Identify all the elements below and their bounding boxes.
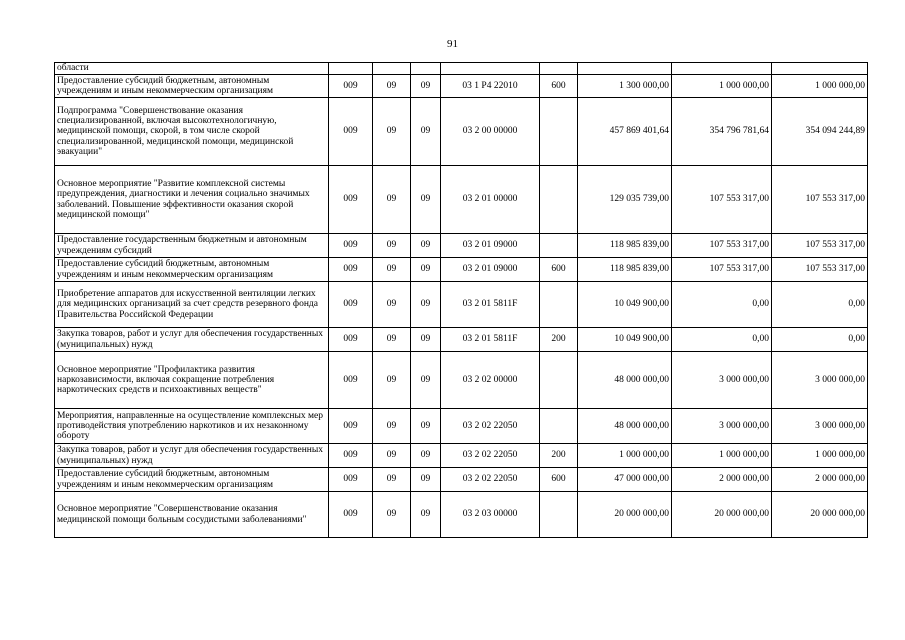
table-row bbox=[55, 328, 868, 352]
section-code: 09 bbox=[373, 468, 411, 492]
table-row bbox=[55, 282, 868, 328]
amount-year-2: 107 553 317,00 bbox=[672, 234, 772, 258]
amount-year-3: 0,00 bbox=[772, 328, 868, 352]
section-code: 09 bbox=[373, 166, 411, 234]
subsection-code: 09 bbox=[411, 75, 441, 98]
ministry-code: 009 bbox=[329, 282, 373, 328]
target-article: 03 2 00 00000 bbox=[441, 98, 540, 166]
amount-year-2: 0,00 bbox=[672, 282, 772, 328]
subsection-code: 09 bbox=[411, 328, 441, 352]
amount-year-2: 107 553 317,00 bbox=[672, 258, 772, 282]
ministry-code: 009 bbox=[329, 258, 373, 282]
target-article: 03 2 01 09000 bbox=[441, 234, 540, 258]
row-name: Предоставление субсидий бюджетным, автономным учреждениям и иным некоммерческим организациям bbox=[55, 258, 329, 282]
amount-year-3: 107 553 317,00 bbox=[772, 234, 868, 258]
row-name: Основное мероприятие "Профилактика развития наркозависимости, включая сокращение потребления наркотических средств и психоактивных веществ" bbox=[55, 352, 329, 409]
row-name: Закупка товаров, работ и услуг для обеспечения государственных (муниципальных) нужд bbox=[55, 444, 329, 468]
amount-year-3: 107 553 317,00 bbox=[772, 166, 868, 234]
expense-type bbox=[540, 492, 578, 538]
target-article: 03 2 02 22050 bbox=[441, 468, 540, 492]
target-article: 03 1 Р4 22010 bbox=[441, 75, 540, 98]
subsection-code: 09 bbox=[411, 492, 441, 538]
amount-year-1: 1 300 000,00 bbox=[578, 75, 672, 98]
amount-year-2: 107 553 317,00 bbox=[672, 166, 772, 234]
expense-type bbox=[540, 409, 578, 444]
expense-type bbox=[540, 234, 578, 258]
expense-type: 200 bbox=[540, 444, 578, 468]
amount-year-1 bbox=[578, 63, 672, 75]
row-name: области bbox=[55, 63, 329, 75]
ministry-code: 009 bbox=[329, 98, 373, 166]
amount-year-3: 107 553 317,00 bbox=[772, 258, 868, 282]
table-row bbox=[55, 492, 868, 538]
expense-type: 600 bbox=[540, 75, 578, 98]
amount-year-2 bbox=[672, 63, 772, 75]
expense-type: 200 bbox=[540, 328, 578, 352]
subsection-code: 09 bbox=[411, 98, 441, 166]
section-code: 09 bbox=[373, 328, 411, 352]
table-row bbox=[55, 258, 868, 282]
expense-type: 600 bbox=[540, 468, 578, 492]
amount-year-1: 118 985 839,00 bbox=[578, 234, 672, 258]
table-row bbox=[55, 444, 868, 468]
amount-year-3 bbox=[772, 63, 868, 75]
amount-year-2: 1 000 000,00 bbox=[672, 444, 772, 468]
budget-table bbox=[54, 62, 868, 538]
amount-year-2: 0,00 bbox=[672, 328, 772, 352]
amount-year-2: 2 000 000,00 bbox=[672, 468, 772, 492]
target-article: 03 2 03 00000 bbox=[441, 492, 540, 538]
section-code: 09 bbox=[373, 98, 411, 166]
subsection-code: 09 bbox=[411, 234, 441, 258]
amount-year-2: 20 000 000,00 bbox=[672, 492, 772, 538]
amount-year-2: 1 000 000,00 bbox=[672, 75, 772, 98]
subsection-code: 09 bbox=[411, 282, 441, 328]
table-row bbox=[55, 166, 868, 234]
table-row bbox=[55, 409, 868, 444]
table-row bbox=[55, 352, 868, 409]
ministry-code: 009 bbox=[329, 75, 373, 98]
subsection-code: 09 bbox=[411, 166, 441, 234]
ministry-code: 009 bbox=[329, 444, 373, 468]
expense-type bbox=[540, 352, 578, 409]
target-article: 03 2 02 00000 bbox=[441, 352, 540, 409]
section-code: 09 bbox=[373, 352, 411, 409]
amount-year-3: 1 000 000,00 bbox=[772, 444, 868, 468]
subsection-code: 09 bbox=[411, 444, 441, 468]
row-name: Предоставление субсидий бюджетным, автономным учреждениям и иным некоммерческим организациям bbox=[55, 468, 329, 492]
ministry-code: 009 bbox=[329, 352, 373, 409]
section-code: 09 bbox=[373, 258, 411, 282]
target-article: 03 2 01 5811F bbox=[441, 282, 540, 328]
amount-year-3: 3 000 000,00 bbox=[772, 352, 868, 409]
expense-type bbox=[540, 98, 578, 166]
section-code: 09 bbox=[373, 75, 411, 98]
table-row bbox=[55, 98, 868, 166]
ministry-code bbox=[329, 63, 373, 75]
table-row bbox=[55, 234, 868, 258]
ministry-code: 009 bbox=[329, 492, 373, 538]
table-row bbox=[55, 468, 868, 492]
row-name: Закупка товаров, работ и услуг для обеспечения государственных (муниципальных) нужд bbox=[55, 328, 329, 352]
row-name: Подпрограмма "Совершенствование оказания специализированной, включая высокотехнологичную, медицинской помощи, скорой, в том числе скорой специализированной, медицинской помощи, медицинской эвакуации" bbox=[55, 98, 329, 166]
page-number: 91 bbox=[447, 38, 458, 50]
row-name: Основное мероприятие "Совершенствование оказания медицинской помощи больным сосудистыми заболеваниями" bbox=[55, 492, 329, 538]
expense-type: 600 bbox=[540, 258, 578, 282]
ministry-code: 009 bbox=[329, 409, 373, 444]
amount-year-1: 1 000 000,00 bbox=[578, 444, 672, 468]
amount-year-1: 10 049 900,00 bbox=[578, 328, 672, 352]
amount-year-3: 1 000 000,00 bbox=[772, 75, 868, 98]
amount-year-1: 129 035 739,00 bbox=[578, 166, 672, 234]
row-name: Предоставление субсидий бюджетным, автономным учреждениям и иным некоммерческим организациям bbox=[55, 75, 329, 98]
amount-year-2: 3 000 000,00 bbox=[672, 409, 772, 444]
amount-year-1: 10 049 900,00 bbox=[578, 282, 672, 328]
amount-year-3: 354 094 244,89 bbox=[772, 98, 868, 166]
table-row bbox=[55, 75, 868, 98]
section-code: 09 bbox=[373, 492, 411, 538]
ministry-code: 009 bbox=[329, 166, 373, 234]
amount-year-1: 48 000 000,00 bbox=[578, 409, 672, 444]
table-row bbox=[55, 63, 868, 75]
amount-year-2: 354 796 781,64 bbox=[672, 98, 772, 166]
amount-year-3: 20 000 000,00 bbox=[772, 492, 868, 538]
target-article: 03 2 01 5811F bbox=[441, 328, 540, 352]
target-article bbox=[441, 63, 540, 75]
subsection-code: 09 bbox=[411, 258, 441, 282]
ministry-code: 009 bbox=[329, 234, 373, 258]
subsection-code: 09 bbox=[411, 468, 441, 492]
subsection-code bbox=[411, 63, 441, 75]
amount-year-3: 0,00 bbox=[772, 282, 868, 328]
row-name: Приобретение аппаратов для искусственной вентиляции легких для медицинских организаций за счет средств резервного фонда Правительства Российской Федерации bbox=[55, 282, 329, 328]
amount-year-3: 2 000 000,00 bbox=[772, 468, 868, 492]
amount-year-3: 3 000 000,00 bbox=[772, 409, 868, 444]
row-name: Предоставление государственным бюджетным и автономным учреждениям субсидий bbox=[55, 234, 329, 258]
subsection-code: 09 bbox=[411, 352, 441, 409]
target-article: 03 2 01 00000 bbox=[441, 166, 540, 234]
section-code: 09 bbox=[373, 409, 411, 444]
ministry-code: 009 bbox=[329, 468, 373, 492]
expense-type bbox=[540, 166, 578, 234]
expense-type bbox=[540, 282, 578, 328]
target-article: 03 2 02 22050 bbox=[441, 409, 540, 444]
target-article: 03 2 01 09000 bbox=[441, 258, 540, 282]
target-article: 03 2 02 22050 bbox=[441, 444, 540, 468]
row-name: Мероприятия, направленные на осуществление комплексных мер противодействия употреблению наркотиков и их незаконному обороту bbox=[55, 409, 329, 444]
amount-year-2: 3 000 000,00 bbox=[672, 352, 772, 409]
amount-year-1: 47 000 000,00 bbox=[578, 468, 672, 492]
section-code: 09 bbox=[373, 282, 411, 328]
amount-year-1: 48 000 000,00 bbox=[578, 352, 672, 409]
section-code: 09 bbox=[373, 444, 411, 468]
section-code bbox=[373, 63, 411, 75]
amount-year-1: 20 000 000,00 bbox=[578, 492, 672, 538]
section-code: 09 bbox=[373, 234, 411, 258]
ministry-code: 009 bbox=[329, 328, 373, 352]
amount-year-1: 118 985 839,00 bbox=[578, 258, 672, 282]
expense-type bbox=[540, 63, 578, 75]
row-name: Основное мероприятие "Развитие комплексной системы предупреждения, диагностики и лечения социально значимых заболеваний. Повышение эффективности оказания скорой медицинской помощи" bbox=[55, 166, 329, 234]
subsection-code: 09 bbox=[411, 409, 441, 444]
amount-year-1: 457 869 401,64 bbox=[578, 98, 672, 166]
